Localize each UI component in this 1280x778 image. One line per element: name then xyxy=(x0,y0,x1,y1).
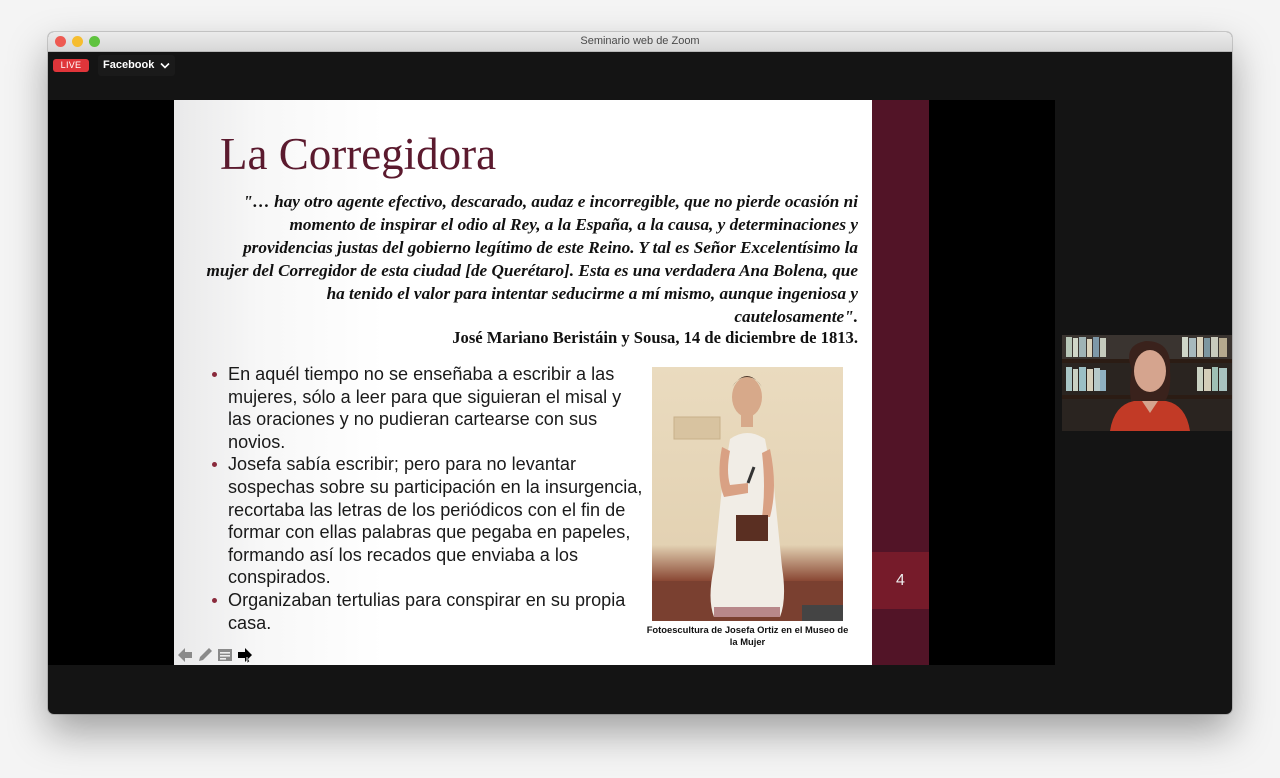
sculpture-photo xyxy=(652,367,843,621)
bullet-item: Organizaban tertulias para conspirar en su propia casa. xyxy=(210,589,646,634)
webinar-top-bar xyxy=(48,52,1232,80)
bullet-item: En aquél tiempo no se enseñaba a escribir a las mujeres, sólo a leer para que siguieran el misal y las oraciones y no pudieran cartearse con sus novios. xyxy=(210,363,646,453)
shared-screen xyxy=(48,100,1055,665)
pen-icon[interactable] xyxy=(196,646,214,664)
speaker-video[interactable] xyxy=(1062,335,1232,431)
presentation-slide xyxy=(174,100,872,665)
menu-icon[interactable] xyxy=(216,646,234,664)
live-badge: LIVE xyxy=(53,59,89,72)
next-arrow-icon[interactable] xyxy=(236,646,254,664)
slide-side-bar xyxy=(872,100,929,665)
photo-caption: Fotoescultura de Josefa Ortiz en el Museo de la Mujer xyxy=(646,624,849,647)
stream-target-label: Facebook xyxy=(103,59,155,71)
chevron-down-icon xyxy=(160,62,170,69)
sculpture-illustration xyxy=(652,367,843,621)
live-stream-dropdown[interactable] xyxy=(98,55,175,76)
speaker-video-feed xyxy=(1062,335,1232,431)
page-number: 4 xyxy=(872,552,929,609)
previous-arrow-icon[interactable] xyxy=(176,646,194,664)
bullet-item: Josefa sabía escribir; pero para no levantar sospechas sobre su participación en la insurgencia, recortaba las letras de los periódicos con el fin de formar con ellas palabras que pegaba en papeles, formando así los recados que enviaba a los conspirados. xyxy=(210,453,646,589)
zoom-window xyxy=(48,32,1232,714)
slide-quote: "… hay otro agente efectivo, descarado, audaz e incorregible, que no pierde ocasión ni momento de inspirar el odio al Rey, a la España, a la causa, y determinaciones y providencias justas del gobierno legítimo de este Reino. Y tal es Señor Excelentísimo la mujer del Corregidor de esta ciudad [de Querétaro]. Esta es una verdadera Ana Bolena, que ha tenido el valor para intentar seducirme a mí mismo, aunque ingeniosa y cautelosamente". xyxy=(206,192,858,327)
window-title: Seminario web de Zoom xyxy=(580,35,700,47)
slide-title: La Corregidora xyxy=(220,129,497,179)
quote-attribution: José Mariano Beristáin y Sousa, 14 de diciembre de 1813. xyxy=(452,328,858,347)
bullet-list xyxy=(210,363,646,634)
title-bar xyxy=(48,32,1232,52)
slide-controls xyxy=(176,646,254,664)
